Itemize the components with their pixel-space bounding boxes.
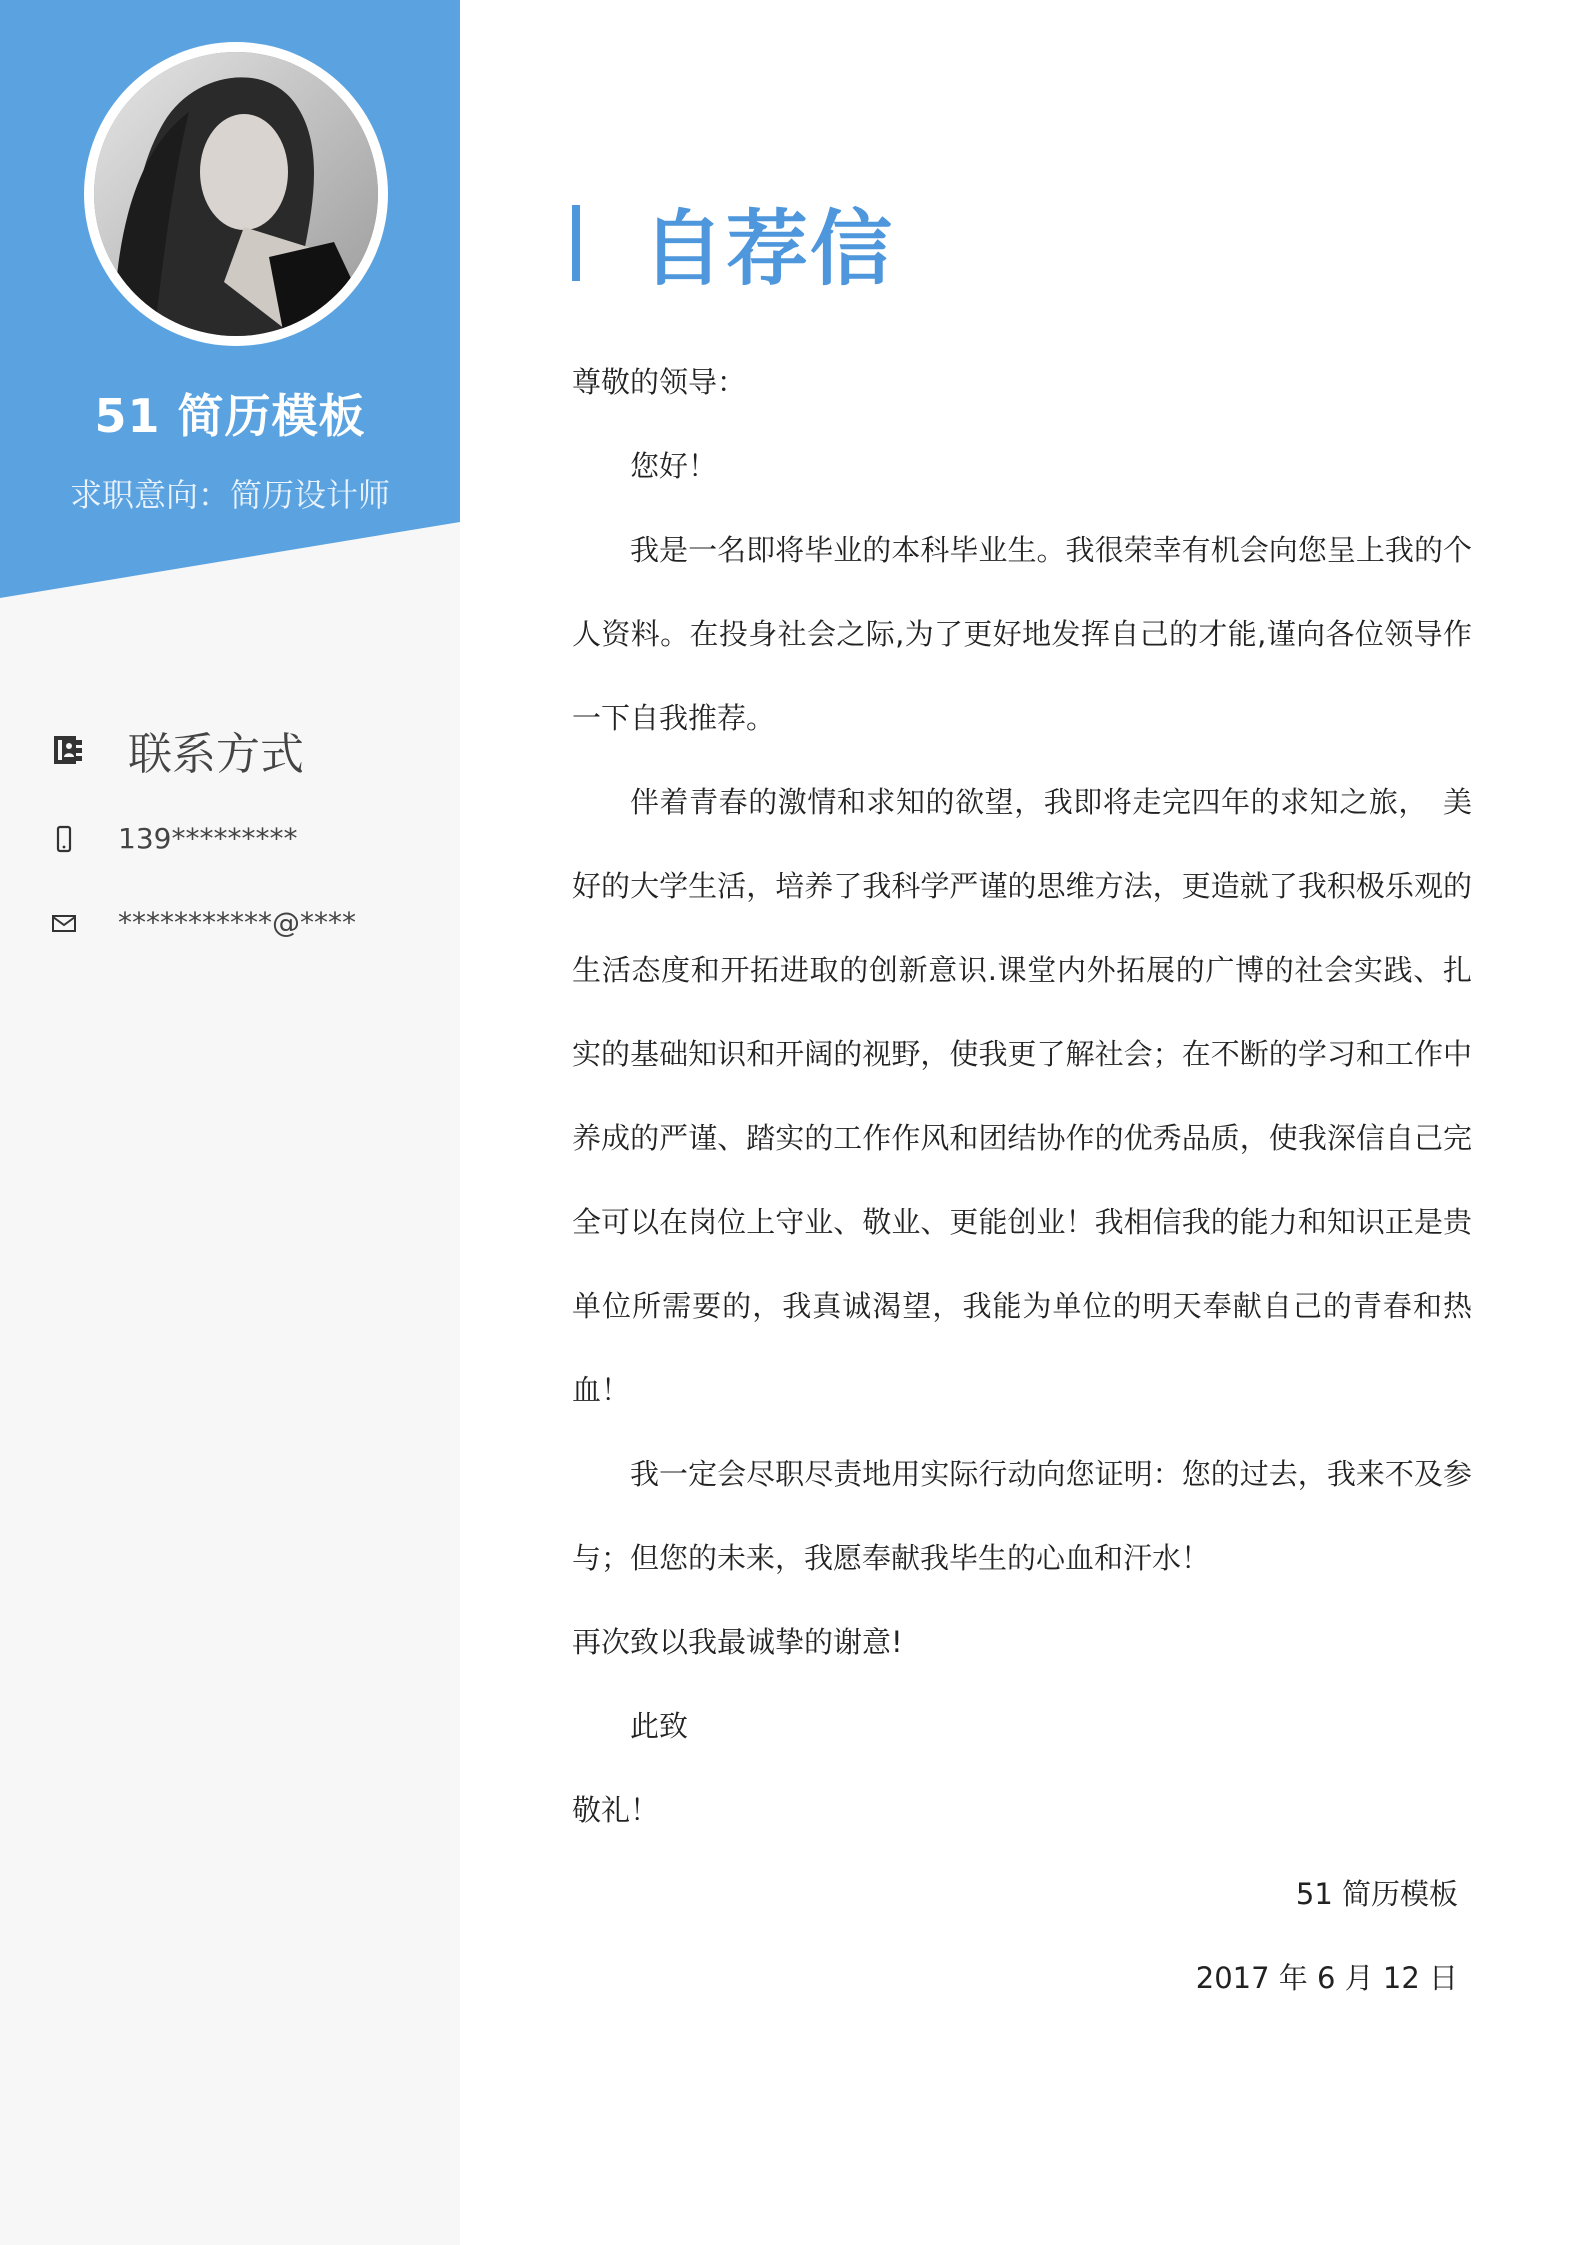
avatar [84, 42, 388, 346]
profile-name: 51 简历模板 [94, 389, 366, 443]
mail-icon [50, 909, 78, 937]
letter-thanks: 再次致以我最诚挚的谢意! [572, 1625, 903, 1659]
letter-greeting: 尊敬的领导： [572, 365, 747, 399]
contact-phone [50, 822, 297, 855]
letter-body [572, 340, 1472, 2020]
email-value: ***********@**** [118, 906, 356, 939]
job-intent: 求职意向：简历设计师 [69, 476, 390, 514]
phone-icon [50, 825, 78, 853]
contact-heading-title: 联系方式 [128, 729, 304, 780]
contact-email [50, 906, 356, 939]
letter-header [572, 184, 894, 301]
page-title: 自荐信 [642, 202, 895, 297]
profile-photo [94, 52, 378, 336]
address-book-icon [50, 732, 86, 768]
letter-hello: 您好！ [630, 449, 718, 483]
phone-value: 139********* [118, 822, 298, 855]
contact-heading [50, 718, 304, 782]
letter-signature: 51 简历模板 [1295, 1877, 1458, 1911]
letter-paragraph-3: 我一定会尽职尽责地用实际行动向您证明：您的过去，我来不及参与；但您的未来，我愿奉献我毕生的心血和汗水！ [572, 1457, 1472, 1575]
letter-closing-2: 敬礼！ [572, 1793, 660, 1827]
sidebar [0, 0, 460, 2245]
letter-paragraph-2: 伴着青春的激情和求知的欲望，我即将走完四年的求知之旅， 美好的大学生活，培养了我科学严谨的思维方法，更造就了我积极乐观的生活态度和开拓进取的创新意识.课堂内外拓展的广博的社会实践、扎实的基础知识和开阔的视野，使我更了解社会；在不断的学习和工作中养成的严谨、踏实的工作作风和团结协作的优秀品质，使我深信自己完全可以在岗位上守业、敬业、更能创业！我相信我的能力和知识正是贵单位所需要的，我真诚渴望，我能为单位的明天奉献自己的青春和热血！ [572, 785, 1472, 1407]
letter-paragraph-1: 我是一名即将毕业的本科毕业生。我很荣幸有机会向您呈上我的个人资料。在投身社会之际,为了更好地发挥自己的才能,谨向各位领导作一下自我推荐。 [572, 533, 1472, 735]
letter-date: 2017 年 6 月 12 日 [1195, 1961, 1458, 1995]
letter-closing-1: 此致 [630, 1709, 689, 1743]
title-accent-bar [572, 205, 580, 281]
